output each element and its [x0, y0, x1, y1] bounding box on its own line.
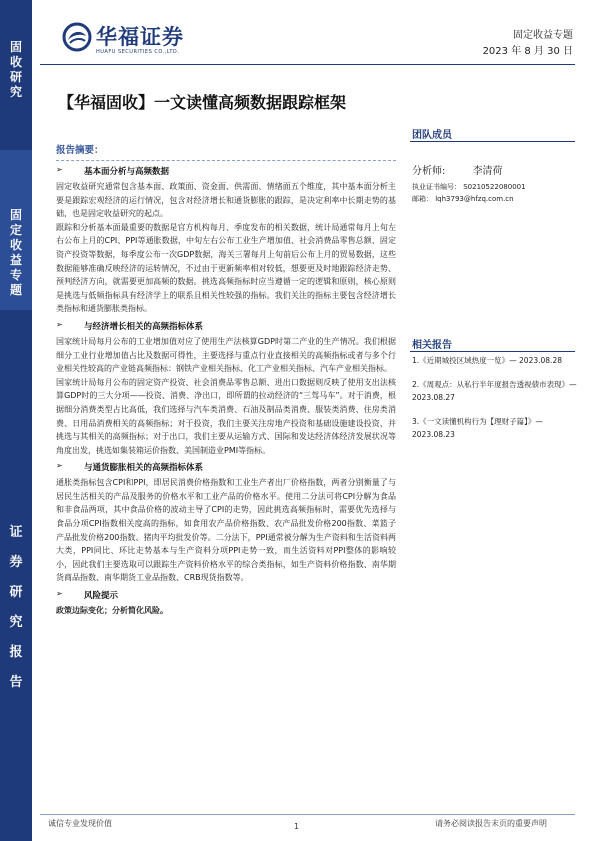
side-char: 益 — [9, 253, 22, 267]
summary-section — [56, 165, 396, 316]
team-divider — [410, 141, 575, 142]
email-link[interactable]: lqh3793@hfzq.com.cn — [435, 195, 514, 203]
section-heading — [56, 320, 396, 332]
side-char: 专 — [9, 268, 22, 282]
side-char: 定 — [9, 223, 22, 237]
section-heading — [56, 165, 396, 177]
page-number: 1 — [294, 822, 300, 831]
related-item[interactable]: 2.《周观点：从私行半年度报告透视债市表现》— 2023.08.27 — [412, 380, 577, 402]
paragraph: 跟踪和分析基本面最重要的数据是官方机构每月、季度发布的相关数据，统计局通常每月上旬左右公布上月的CPI、PPI等通胀数据，中旬左右公布工业生产增加值、社会消费品零售总额、固定资产投资等数据，每季度公布一次GDP数据，海关三署每月上旬前后公布上月的贸易数据，这些数据能够准确反映经济的运转情况，不过由于更新频率相对较低，想要更及时地跟踪经济走势、预判经济方向，就需要更加高频的数据。挑选高频指标时应当遵循一定的逻辑和原则，核心原则是挑选与低频指标具有经济学上的联系且相关性较强的指标。我们关注的指标主要包含经济增长类指标和通货膨胀类指标。 — [56, 222, 396, 314]
summary-section — [56, 461, 396, 585]
side-char: 研 — [9, 585, 23, 600]
summary-section — [56, 589, 396, 618]
side-char: 证 — [9, 525, 23, 540]
side-label-research — [0, 40, 32, 100]
summary-divider — [56, 160, 396, 161]
team-heading: 团队成员 — [412, 130, 452, 141]
side-band — [0, 0, 32, 841]
analyst-row — [412, 162, 582, 177]
section-heading-text: 风险提示 — [84, 591, 119, 602]
header-meta — [483, 28, 573, 60]
side-char: 收 — [9, 238, 22, 252]
paragraph: 通胀类指标包含CPI和PPI，即居民消费价格指数和工业生产者出厂价格指数，两者分别衡量了与居民生活相关的产品及服务的价格水平和工业产品的价格水平。使用二分法可将CPI分解为食品和非食品两项，其中食品价格的波动主导了CPI的走势，因此挑选高频指标时，需要优先选择与食品分项CPI指数相关度高的指标，如食用农产品价格指数、农产品批发价格200指数、菜篮子产品批发价格200指数、猪肉平均批发价等。二分法下，PPI通常被分解为生产资料和生活资料两大类，PPI同比、环比走势基本与生产资料分项PPI走势一致，而生活资料对PPI整体的影响较小，因此我们主要选取可以跟踪生产资料价格水平的综合类指标，如生产资料价格指数、南华期货商品指数、南华期货工业品指数、CRB现货指数等。 — [56, 478, 396, 583]
email-label: 邮箱： — [412, 195, 433, 203]
logo-mark-icon — [62, 22, 92, 52]
page-title: 【华福固收】一文读懂高频数据跟踪框架 — [58, 93, 347, 112]
related-item[interactable]: 3.《一文读懂机构行为【理财子篇】》— 2023.08.23 — [412, 417, 543, 439]
paragraph: 固定收益研究通常包含基本面、政策面、资金面、供需面、情绪面五个维度，其中基本面分析主要是跟踪宏观经济的运行情况，包含对经济增长和通货膨胀的跟踪，是决定利率中长期走势的基础，也是固定收益研究的起点。 — [56, 182, 396, 219]
summary-column — [56, 142, 396, 618]
section-heading-text: 基本面分析与高频数据 — [84, 167, 170, 177]
summary-heading: 报告摘要： — [56, 145, 104, 156]
section-heading — [56, 589, 396, 601]
paragraph: 国家统计局每月公布的固定资产投资、社会消费品零售总额、进出口数据则反映了使用支出法核算GDP时的三大分项——投资、消费、净出口，即所谓的拉动经济的“三驾马车”。对于消费，根据细分消费类型占比高低，我们选择与汽车类消费、石油及制品类消费、服装类消费、住房类消费、日用品消费相关的高频指标；对于投资，我们主要关注房地产投资和基础设施建设投资，并挑选与其相关的高频指标；对于出口，我们主要从运输方式、国际和发达经济体经济发展状况等角度出发，挑选如集装箱运价指数、美国制造业PMI等指标。 — [56, 377, 396, 455]
related-divider — [410, 351, 575, 352]
logo-text-cn: 华福证券 — [96, 25, 184, 49]
side-char: 券 — [9, 555, 23, 570]
side-char: 研 — [9, 70, 22, 84]
company-logo — [62, 20, 232, 60]
header-divider — [40, 64, 575, 65]
section-heading — [56, 461, 396, 473]
footer-slogan: 诚信专业发现价值 — [48, 819, 112, 828]
side-char: 固 — [9, 40, 22, 54]
report-type: 固定收益专题 — [513, 30, 573, 41]
side-char: 固 — [9, 208, 22, 222]
cert-row — [412, 181, 582, 193]
paragraph: 国家统计局每月公布的工业增加值对应了使用生产法核算GDP时第二产业的生产情况。我们根据细分工业行业增加值占比及数据可得性，主要选择与重点行业直接相关的高频指标或者与多个行业相关性较高的产业链高频指标：钢铁产业相关指标、化工产业相关指标、汽车产业相关指标。 — [56, 336, 396, 374]
section-heading-text: 与经济增长相关的高频指标体系 — [84, 321, 204, 332]
cert-number: S0210522080001 — [463, 183, 526, 191]
side-char: 究 — [9, 615, 23, 630]
footer-disclaimer: 请务必阅读报告末页的重要声明 — [435, 819, 547, 828]
analyst-name: 李清荷 — [472, 166, 503, 177]
side-label-report — [0, 518, 32, 698]
related-list — [412, 354, 584, 452]
section-heading-text: 与通货膨胀相关的高频指标体系 — [84, 463, 204, 474]
related-item[interactable]: 1.《近期城投区域热度一览》— 2023.08.28 — [412, 356, 562, 365]
email-row — [412, 193, 582, 205]
footer-divider — [40, 814, 575, 815]
analyst-info — [412, 162, 582, 205]
side-char: 报 — [9, 645, 23, 660]
side-label-topic — [0, 208, 32, 298]
analyst-label: 分析师: — [412, 166, 446, 177]
related-heading: 相关报告 — [412, 340, 452, 351]
paragraph: 政策边际变化；分析简化风险。 — [56, 606, 168, 616]
logo-text-en: HUAFU SECURITIES CO.,LTD. — [96, 49, 180, 55]
report-date: 2023 年 8 月 30 日 — [482, 46, 573, 57]
side-char: 题 — [9, 283, 22, 297]
summary-section — [56, 320, 396, 457]
side-char: 究 — [9, 85, 22, 99]
side-char: 收 — [9, 55, 22, 69]
cert-label: 执业证书编号： — [412, 183, 461, 191]
side-char: 告 — [9, 675, 23, 690]
